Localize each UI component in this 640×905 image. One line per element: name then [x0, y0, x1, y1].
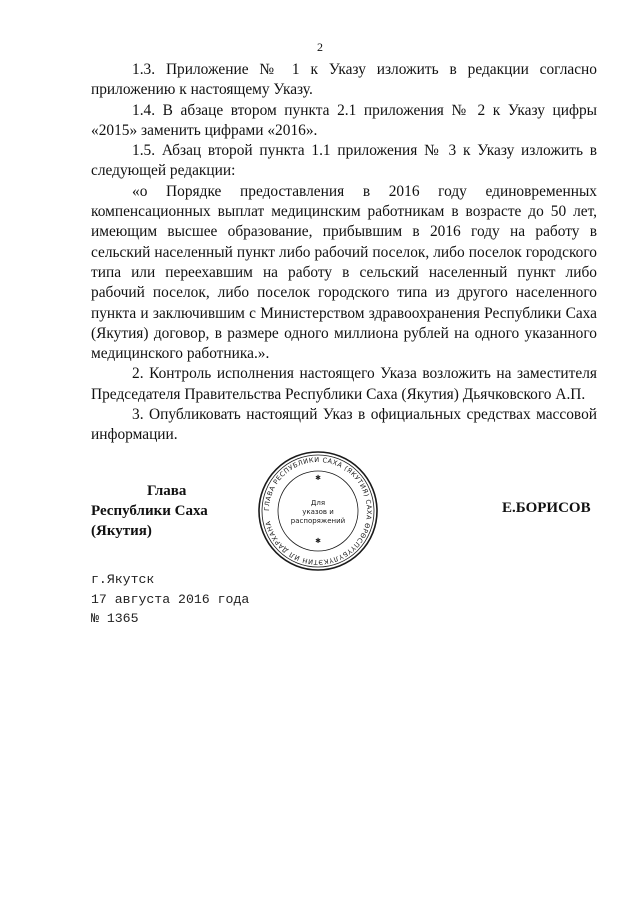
- paragraph-2: 2. Контроль исполнения настоящего Указа возложить на заместителя Председателя Правительства Республики Саха (Якутия) Дьячковского А.П.: [91, 365, 597, 403]
- seal-center-line3: распоряжений: [290, 517, 346, 525]
- paragraph-1-4: 1.4. В абзаце втором пункта 2.1 приложения № 2 к Указу цифры «2015» заменить цифрами «2016».: [91, 101, 597, 139]
- seal-star-top-icon: ✱: [315, 474, 321, 482]
- paragraph-quote: «о Порядке предоставления в 2016 году единовременных компенсационных выплат медицинским работникам в возрасте до 50 лет, имеющим высшее образование, прибывшим в 2016 году на работу в сельский населенный пункт либо рабочий поселок, либо поселок городского типа или переехавшим на работу в сельский населенный пункт либо рабочий поселок, либо поселок городского типа из другого населенного пункта и заключившим с Министерством здравоохранения Республики Саха (Якутия) договор, в размере одного миллиона рублей на одного указанного медицинского работника.».: [91, 182, 597, 363]
- signatory-name: Е.БОРИСОВ: [502, 500, 591, 516]
- seal-center-line2: указов и: [302, 508, 334, 516]
- signatory-title: [91, 481, 271, 541]
- official-seal: [257, 450, 379, 572]
- paragraph-1-3: 1.3. Приложение № 1 к Указу изложить в редакции согласно приложению к настоящему Указу.: [91, 61, 597, 99]
- date: 17 августа 2016 года: [91, 591, 250, 607]
- document-body: [91, 60, 597, 446]
- page-number: 2: [317, 40, 323, 54]
- document-meta: [91, 570, 249, 629]
- paragraph-1-5: 1.5. Абзац второй пункта 1.1 приложения № 3 к Указу изложить в следующей редакции:: [91, 142, 597, 180]
- signatory-title-line2: Республики Саха (Якутия): [91, 503, 208, 539]
- place: г.Якутск: [91, 572, 155, 587]
- seal-star-icon: ✱: [315, 537, 321, 545]
- seal-outer-text: ГЛАВА РЕСПУБЛИКИ САХА (ЯКУТИЯ) САХА ӨРӨСПҮҮБҮЛҮКЭТИН ИЛ ДАРХАНА: [262, 455, 374, 567]
- signatory-title-line1: Глава: [147, 483, 187, 499]
- seal-center-line1: Для: [310, 499, 326, 507]
- paragraph-3: 3. Опубликовать настоящий Указ в официальных средствах массовой информации.: [91, 406, 597, 444]
- decree-number: № 1365: [91, 611, 139, 626]
